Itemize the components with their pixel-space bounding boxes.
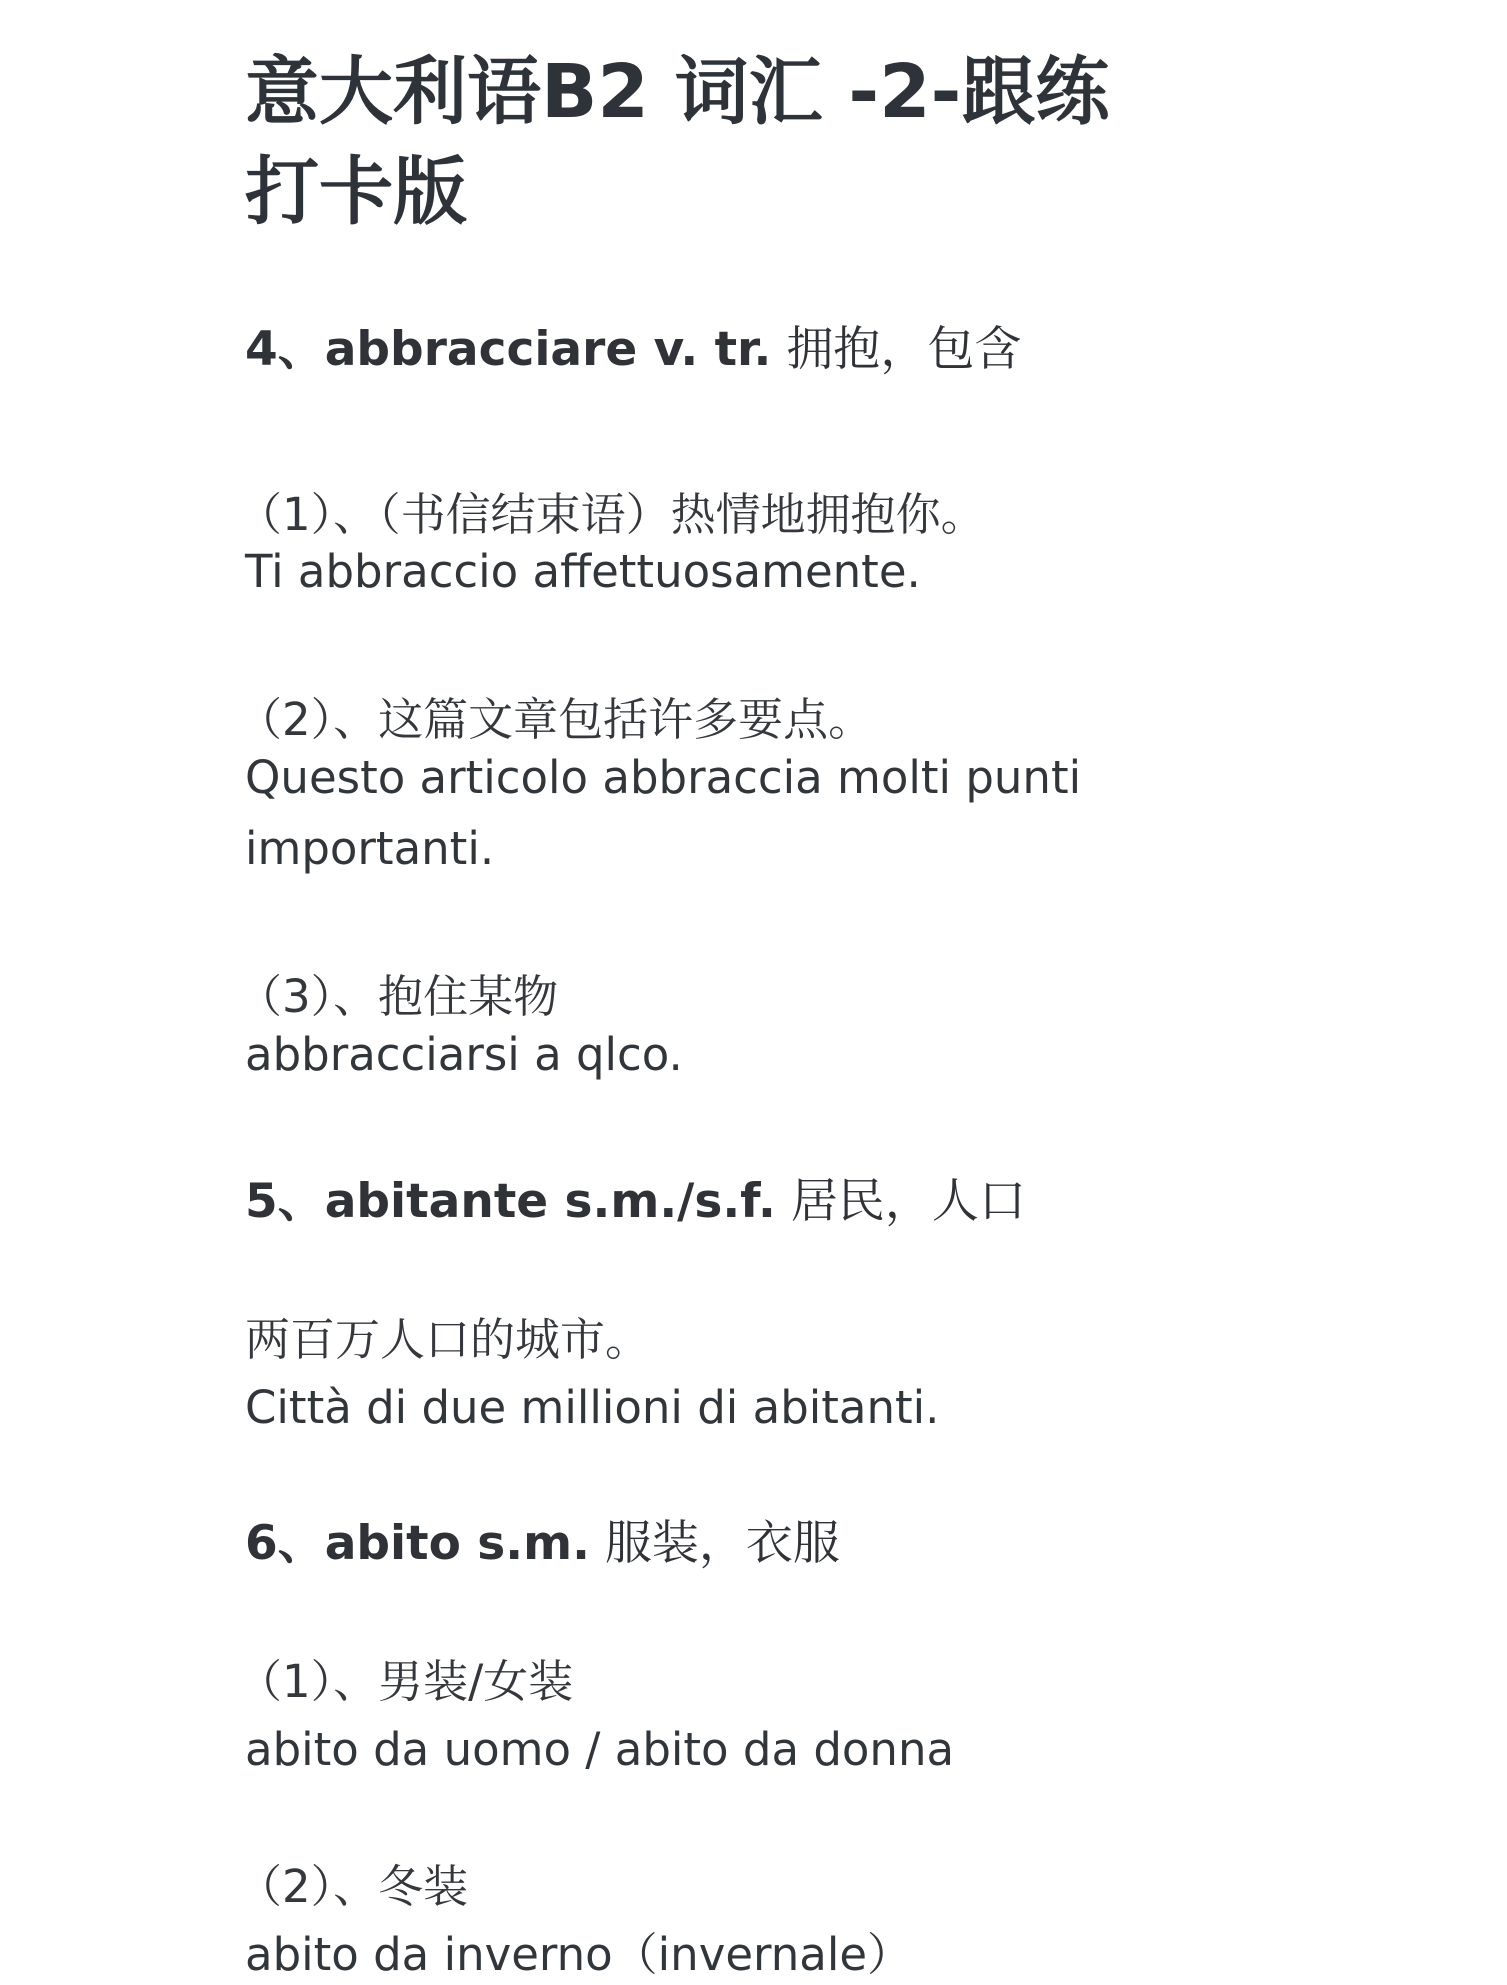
example-chinese: （1）、（书信结束语）热情地拥抱你。 [237, 488, 986, 541]
example-chinese: （3）、抱住某物 [237, 970, 559, 1023]
entry-meaning: 拥抱，包含 [771, 322, 1022, 377]
page-title-line-1: 意大利语B2 词汇 -2-跟练 [245, 49, 1110, 135]
entry-word: 5、abitante s.m./s.f. [245, 1174, 776, 1229]
example-chinese: （1）、男装/女装 [237, 1655, 574, 1708]
example-italian: Questo articolo abbraccia molti punti [245, 751, 1082, 804]
example-italian-continued: importanti. [245, 822, 495, 875]
entry-heading-abito [245, 1514, 840, 1574]
document-page [237, 42, 1395, 1981]
example-italian: abito da uomo / abito da donna [245, 1723, 955, 1776]
example-italian: abito da inverno（invernale） [245, 1928, 913, 1981]
entry-word: 6、abito s.m. [245, 1516, 590, 1571]
entry-heading-abitante [245, 1172, 1026, 1232]
example-chinese: （2）、这篇文章包括许多要点。 [237, 693, 874, 746]
example-italian: Città di due millioni di abitanti. [245, 1381, 940, 1434]
entry-heading-abbracciare [245, 320, 1021, 380]
entry-meaning: 服装，衣服 [589, 1516, 840, 1571]
page-title [245, 42, 1395, 242]
example-italian: Ti abbraccio affettuosamente. [245, 545, 921, 598]
page-title-line-2: 打卡版 [245, 149, 467, 235]
entry-word: 4、abbracciare v. tr. [245, 322, 772, 377]
example-chinese: 两百万人口的城市。 [245, 1313, 651, 1366]
entry-meaning: 居民，人口 [775, 1174, 1026, 1229]
example-italian: abbracciarsi a qlco. [245, 1028, 683, 1081]
example-chinese: （2）、冬装 [237, 1860, 469, 1913]
